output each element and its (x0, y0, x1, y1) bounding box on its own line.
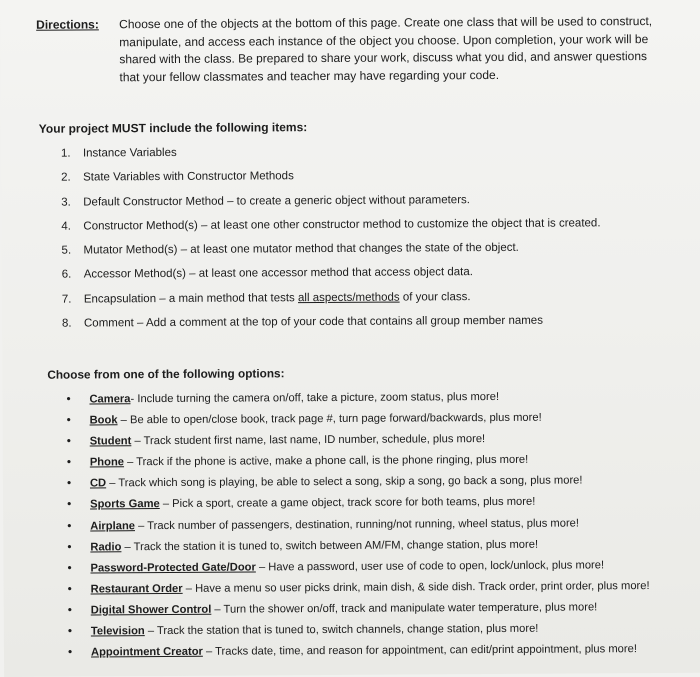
option-name: Password-Protected Gate/Door (90, 561, 256, 575)
requirement-number: 7. (61, 293, 72, 306)
directions-label: Directions: (36, 17, 99, 32)
requirement-number: 4. (61, 220, 72, 233)
option-description: – Track number of passengers, destination, running/not running, wheel status, plus more! (134, 517, 580, 532)
requirement-text-underlined: all aspects/methods (297, 291, 400, 304)
requirement-item (61, 215, 600, 243)
option-name: Airplane (90, 519, 136, 533)
requirement-number: 6. (61, 269, 72, 282)
requirement-text: Mutator Method(s) – at least one mutator method that changes the state of the object. (83, 242, 519, 257)
option-description: – Track student first name, last name, ID number, schedule, plus more! (131, 433, 486, 448)
option-name: CD (89, 477, 107, 490)
requirement-text: Instance Variables (82, 146, 177, 160)
directions-section (36, 13, 666, 84)
bullet-icon: • (67, 644, 73, 659)
requirement-item (61, 167, 600, 195)
option-name: Camera (89, 393, 131, 406)
option-name: Television (90, 625, 145, 638)
bullet-icon: • (67, 497, 72, 512)
option-description: – Have a password, user use of code to open, lock/unlock, plus more! (255, 559, 605, 574)
option-name: Sports Game (90, 498, 160, 511)
options-list (66, 387, 650, 665)
bullet-icon: • (67, 623, 73, 638)
bullet-icon: • (66, 475, 72, 490)
directions-text: Choose one of the objects at the bottom of this page. Create one class that will be used to construct, manipulate, and access each instance of the object you choose. Upon completion, your work will be shared with the class. Be prepared to share your work, discuss what you did, and answer questions that your fellow classmates and teacher may have regarding your code. (119, 14, 653, 84)
option-description: – Pick a sport, create a game object, track score for both teams, plus more! (159, 496, 536, 511)
option-description: – Tracks date, time, and reason for appointment, can edit/print appointment, plus more! (202, 643, 637, 658)
option-name: Student (89, 435, 132, 448)
bullet-icon: • (67, 539, 72, 554)
bullet-icon: • (67, 560, 72, 575)
requirement-text: Comment – Add a comment at the top of your code that contains all group member names (83, 314, 543, 330)
requirement-item (61, 240, 600, 268)
requirement-number: 5. (61, 244, 72, 257)
option-name: Radio (90, 540, 122, 554)
requirement-item (62, 312, 601, 340)
option-description: – Have a menu so user picks drink, main dish, & side dish. Track order, print order, plus more! (182, 579, 650, 595)
option-description: – Be able to open/close book, track page #, turn page forward/backwards, plus more! (117, 411, 542, 427)
requirement-item (62, 264, 601, 292)
requirements-list (61, 142, 601, 340)
bullet-icon: • (66, 391, 71, 406)
option-description: – Track the station it is tuned to, switch between AM/FM, change station, plus more! (121, 538, 539, 553)
option-description: – Track if the phone is active, make a phone call, is the phone ringing, plus more! (123, 454, 529, 469)
bullet-icon: • (67, 581, 72, 596)
requirement-item (61, 142, 600, 170)
requirement-text: Accessor Method(s) – at least one accessor method that access object data. (83, 266, 474, 281)
bullet-icon: • (67, 602, 72, 617)
bullet-icon: • (66, 433, 71, 448)
requirement-text-end: of your class. (399, 290, 471, 304)
requirement-text: State Variables with Constructor Methods (83, 170, 294, 184)
bullet-icon: • (67, 518, 72, 533)
requirement-number: 3. (61, 196, 71, 209)
bullet-icon: • (66, 412, 71, 427)
option-name: Book (89, 414, 118, 427)
option-item (68, 640, 650, 665)
option-description: - Include turning the camera on/off, take a picture, zoom status, plus more! (130, 390, 500, 406)
requirement-item (62, 288, 601, 316)
requirement-number: 8. (61, 317, 72, 330)
option-name: Phone (89, 456, 125, 469)
requirement-text: Constructor Method(s) – at least one other constructor method to customize the object that is created. (83, 217, 601, 233)
option-description: – Track the station that is tuned to, switch channels, change station, plus more! (144, 622, 539, 638)
requirement-number: 1. (60, 147, 71, 160)
requirement-item (61, 191, 600, 219)
option-description: – Track which song is playing, be able to select a song, skip a song, go back a song, plus more! (106, 474, 583, 490)
option-name: Appointment Creator (90, 645, 203, 659)
requirements-heading: Your project MUST include the following items: (38, 120, 308, 136)
option-description: – Turn the shower on/off, track and manipulate water temperature, plus more! (211, 601, 598, 616)
options-heading: Choose from one of the following options: (47, 366, 285, 382)
bullet-icon: • (66, 454, 72, 469)
requirement-number: 2. (61, 171, 71, 184)
option-name: Restaurant Order (90, 582, 183, 596)
requirement-text: Default Constructor Method – to create a generic object without parameters. (83, 193, 470, 209)
option-name: Digital Shower Control (90, 603, 212, 617)
requirement-text: Encapsulation – a main method that tests (83, 291, 299, 306)
